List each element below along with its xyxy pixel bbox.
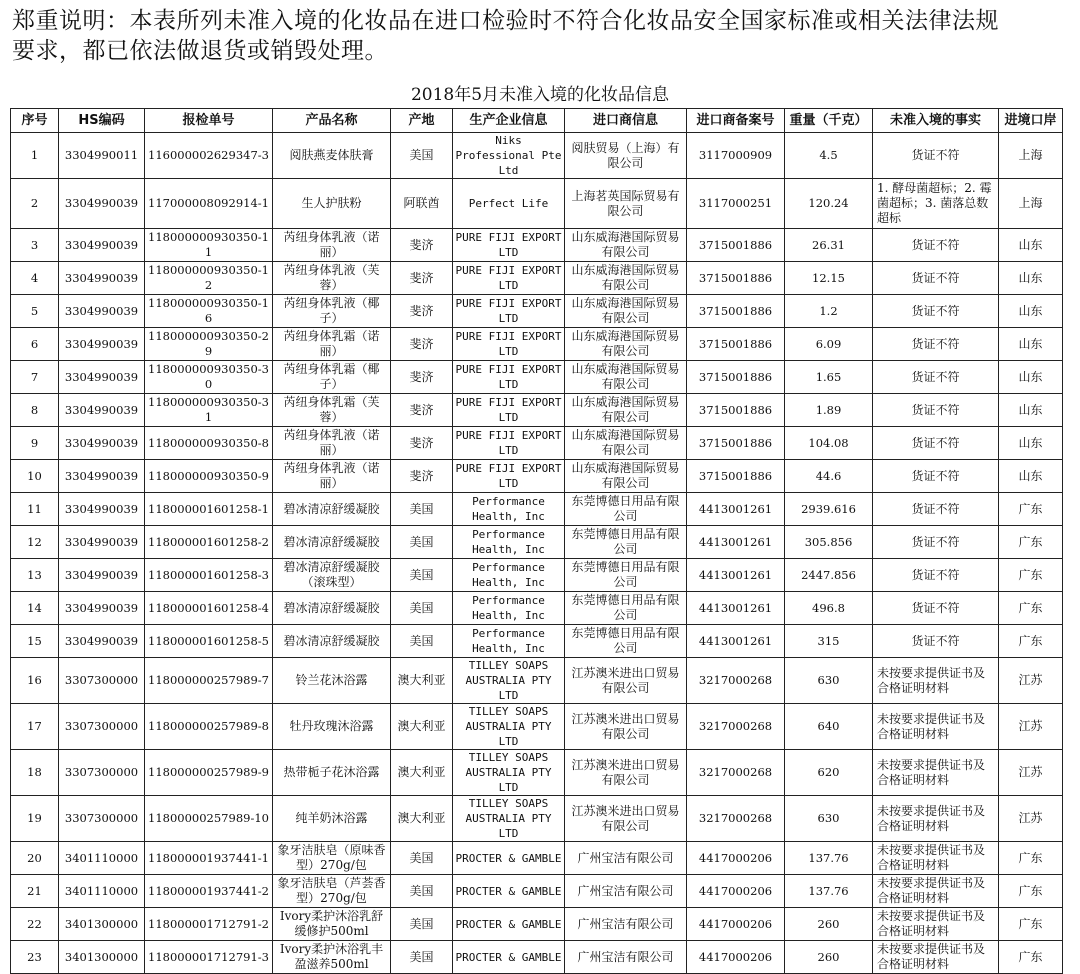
column-header-hs-code: HS编码: [59, 109, 145, 133]
cell-violation-fact: 1. 酵母菌超标；2. 霉菌超标；3. 菌落总数超标: [873, 179, 999, 229]
cell-origin: 斐济: [391, 295, 453, 328]
cell-origin: 美国: [391, 559, 453, 592]
table-title: 2018年5月未准入境的化妆品信息: [410, 85, 670, 105]
cell-hs-code: 3304990039: [59, 179, 145, 229]
cell-product-name: 芮纽身体乳液（芙蓉）: [273, 262, 391, 295]
cell-product-name: 象牙洁肤皂（芦荟香型）270g/包: [273, 875, 391, 908]
cell-seq: 13: [11, 559, 59, 592]
cell-port: 广东: [999, 941, 1063, 974]
cell-importer-record-no: 3217000268: [687, 658, 785, 704]
cell-port: 山东: [999, 229, 1063, 262]
cell-origin: 澳大利亚: [391, 658, 453, 704]
cell-weight: 120.24: [785, 179, 873, 229]
cell-origin: 斐济: [391, 328, 453, 361]
cell-seq: 21: [11, 875, 59, 908]
cell-origin: 美国: [391, 526, 453, 559]
cell-seq: 20: [11, 842, 59, 875]
cell-manufacturer: Niks Professional Pte Ltd: [453, 133, 565, 179]
cell-weight: 305.856: [785, 526, 873, 559]
cell-weight: 44.6: [785, 460, 873, 493]
cell-weight: 137.76: [785, 842, 873, 875]
cell-origin: 斐济: [391, 460, 453, 493]
cell-weight: 630: [785, 796, 873, 842]
cell-port: 广东: [999, 493, 1063, 526]
cell-hs-code: 3304990039: [59, 526, 145, 559]
cell-seq: 7: [11, 361, 59, 394]
cell-importer-record-no: 4417000206: [687, 875, 785, 908]
cell-weight: 6.09: [785, 328, 873, 361]
cell-importer-record-no: 3715001886: [687, 295, 785, 328]
cell-seq: 11: [11, 493, 59, 526]
cell-manufacturer: PROCTER & GAMBLE: [453, 875, 565, 908]
cell-importer: 山东威海港国际贸易有限公司: [565, 295, 687, 328]
cell-product-name: 芮纽身体乳液（诺丽）: [273, 229, 391, 262]
cell-seq: 5: [11, 295, 59, 328]
cell-weight: 2939.616: [785, 493, 873, 526]
cell-importer: 山东威海港国际贸易有限公司: [565, 328, 687, 361]
cell-hs-code: 3304990039: [59, 229, 145, 262]
cell-hs-code: 3304990039: [59, 493, 145, 526]
cell-inspection-no: 118000001712791-2: [145, 908, 273, 941]
cell-origin: 斐济: [391, 229, 453, 262]
column-header-violation-fact: 未准入境的事实: [873, 109, 999, 133]
cell-inspection-no: 118000000930350-8: [145, 427, 273, 460]
column-header-origin: 产地: [391, 109, 453, 133]
cell-importer-record-no: 4417000206: [687, 842, 785, 875]
cell-origin: 美国: [391, 908, 453, 941]
cell-inspection-no: 117000008092914-1: [145, 179, 273, 229]
cell-seq: 12: [11, 526, 59, 559]
cell-manufacturer: PROCTER & GAMBLE: [453, 908, 565, 941]
cell-weight: 12.15: [785, 262, 873, 295]
cell-violation-fact: 货证不符: [873, 559, 999, 592]
cell-violation-fact: 未按要求提供证书及合格证明材料: [873, 658, 999, 704]
cell-importer: 上海茗英国际贸易有限公司: [565, 179, 687, 229]
table-row: [11, 427, 1063, 460]
cell-violation-fact: 货证不符: [873, 625, 999, 658]
cell-importer-record-no: 3117000251: [687, 179, 785, 229]
cell-inspection-no: 118000000257989-9: [145, 750, 273, 796]
table-row: [11, 493, 1063, 526]
cell-hs-code: 3304990039: [59, 361, 145, 394]
cell-origin: 美国: [391, 842, 453, 875]
table-row: [11, 842, 1063, 875]
cell-violation-fact: 货证不符: [873, 460, 999, 493]
cell-importer: 江苏澳米进出口贸易有限公司: [565, 658, 687, 704]
cell-importer-record-no: 4413001261: [687, 559, 785, 592]
cell-origin: 美国: [391, 493, 453, 526]
cell-inspection-no: 118000001937441-1: [145, 842, 273, 875]
table-row: [11, 796, 1063, 842]
table-row: [11, 394, 1063, 427]
cell-origin: 美国: [391, 592, 453, 625]
table-row: [11, 229, 1063, 262]
cell-violation-fact: 未按要求提供证书及合格证明材料: [873, 842, 999, 875]
cell-origin: 美国: [391, 875, 453, 908]
cell-product-name: 牡丹玫瑰沐浴露: [273, 704, 391, 750]
table-row: [11, 941, 1063, 974]
cell-product-name: 阅肤燕麦体肤膏: [273, 133, 391, 179]
cell-importer: 江苏澳米进出口贸易有限公司: [565, 704, 687, 750]
cell-inspection-no: 116000002629347-3: [145, 133, 273, 179]
cell-seq: 17: [11, 704, 59, 750]
cell-product-name: 芮纽身体乳霜（椰子）: [273, 361, 391, 394]
cell-port: 广东: [999, 592, 1063, 625]
cell-violation-fact: 货证不符: [873, 394, 999, 427]
cell-inspection-no: 118000001937441-2: [145, 875, 273, 908]
cell-seq: 9: [11, 427, 59, 460]
cell-inspection-no: 118000001601258-5: [145, 625, 273, 658]
cell-importer-record-no: 4413001261: [687, 493, 785, 526]
cell-port: 广东: [999, 842, 1063, 875]
notice-text: [12, 6, 1072, 66]
cell-importer: 江苏澳米进出口贸易有限公司: [565, 750, 687, 796]
table-row: [11, 592, 1063, 625]
cell-manufacturer: PURE FIJI EXPORT LTD: [453, 328, 565, 361]
cell-origin: 斐济: [391, 394, 453, 427]
cell-weight: 2447.856: [785, 559, 873, 592]
cell-port: 山东: [999, 460, 1063, 493]
cell-importer-record-no: 3715001886: [687, 394, 785, 427]
table-row: [11, 625, 1063, 658]
cell-importer: 广州宝洁有限公司: [565, 941, 687, 974]
cell-origin: 澳大利亚: [391, 796, 453, 842]
cell-importer: 山东威海港国际贸易有限公司: [565, 361, 687, 394]
cell-origin: 斐济: [391, 361, 453, 394]
cell-manufacturer: Performance Health, Inc: [453, 625, 565, 658]
cell-importer: 广州宝洁有限公司: [565, 908, 687, 941]
cell-violation-fact: 未按要求提供证书及合格证明材料: [873, 704, 999, 750]
cell-inspection-no: 118000001601258-4: [145, 592, 273, 625]
cell-violation-fact: 货证不符: [873, 361, 999, 394]
cell-hs-code: 3401300000: [59, 908, 145, 941]
cell-importer-record-no: 3217000268: [687, 704, 785, 750]
cell-importer: 山东威海港国际贸易有限公司: [565, 460, 687, 493]
cell-violation-fact: 货证不符: [873, 592, 999, 625]
cell-product-name: 碧冰清凉舒缓凝胶: [273, 493, 391, 526]
cell-origin: 澳大利亚: [391, 704, 453, 750]
table-row: [11, 658, 1063, 704]
cell-weight: 496.8: [785, 592, 873, 625]
cell-port: 上海: [999, 179, 1063, 229]
cell-violation-fact: 货证不符: [873, 295, 999, 328]
cell-manufacturer: PURE FIJI EXPORT LTD: [453, 361, 565, 394]
table-row: [11, 295, 1063, 328]
cell-seq: 22: [11, 908, 59, 941]
cell-manufacturer: PURE FIJI EXPORT LTD: [453, 262, 565, 295]
cell-weight: 630: [785, 658, 873, 704]
cell-product-name: 生人护肤粉: [273, 179, 391, 229]
cell-manufacturer: PURE FIJI EXPORT LTD: [453, 427, 565, 460]
cell-importer: 阅肤贸易（上海）有限公司: [565, 133, 687, 179]
cell-manufacturer: PURE FIJI EXPORT LTD: [453, 460, 565, 493]
cell-weight: 104.08: [785, 427, 873, 460]
cell-port: 广东: [999, 875, 1063, 908]
cell-hs-code: 3307300000: [59, 750, 145, 796]
cell-hs-code: 3304990039: [59, 427, 145, 460]
cell-manufacturer: PURE FIJI EXPORT LTD: [453, 295, 565, 328]
cell-port: 山东: [999, 394, 1063, 427]
cell-hs-code: 3401300000: [59, 941, 145, 974]
cell-hs-code: 3307300000: [59, 704, 145, 750]
cell-hs-code: 3304990039: [59, 559, 145, 592]
column-header-port: 进境口岸: [999, 109, 1063, 133]
cell-weight: 1.2: [785, 295, 873, 328]
cell-importer-record-no: 4413001261: [687, 526, 785, 559]
cell-origin: 阿联酋: [391, 179, 453, 229]
cell-importer: 山东威海港国际贸易有限公司: [565, 394, 687, 427]
cell-importer-record-no: 4417000206: [687, 908, 785, 941]
cell-violation-fact: 货证不符: [873, 229, 999, 262]
cell-inspection-no: 118000000930350-29: [145, 328, 273, 361]
cell-seq: 15: [11, 625, 59, 658]
cell-importer: 东莞博德日用品有限公司: [565, 592, 687, 625]
cell-port: 江苏: [999, 796, 1063, 842]
cell-hs-code: 3401110000: [59, 875, 145, 908]
cell-product-name: Ivory柔护沐浴乳舒缓修护500ml: [273, 908, 391, 941]
cell-origin: 美国: [391, 625, 453, 658]
notice-line-1: 郑重说明：本表所列未准入境的化妆品在进口检验时不符合化妆品安全国家标准或相关法律法规: [12, 8, 999, 34]
cell-weight: 260: [785, 941, 873, 974]
cell-importer: 广州宝洁有限公司: [565, 842, 687, 875]
cell-importer-record-no: 3715001886: [687, 427, 785, 460]
table-row: [11, 526, 1063, 559]
cell-weight: 260: [785, 908, 873, 941]
cell-product-name: 铃兰花沐浴露: [273, 658, 391, 704]
cell-port: 江苏: [999, 750, 1063, 796]
cell-manufacturer: PURE FIJI EXPORT LTD: [453, 394, 565, 427]
cell-manufacturer: Performance Health, Inc: [453, 559, 565, 592]
cell-product-name: 纯羊奶沐浴露: [273, 796, 391, 842]
cell-violation-fact: 货证不符: [873, 526, 999, 559]
column-header-importer: 进口商信息: [565, 109, 687, 133]
cell-inspection-no: 118000000930350-11: [145, 229, 273, 262]
cell-importer: 山东威海港国际贸易有限公司: [565, 427, 687, 460]
cell-inspection-no: 118000000930350-16: [145, 295, 273, 328]
cosmetics-table: [10, 108, 1063, 974]
cell-manufacturer: PROCTER & GAMBLE: [453, 941, 565, 974]
table-row: [11, 328, 1063, 361]
table-row: [11, 875, 1063, 908]
cell-port: 山东: [999, 262, 1063, 295]
table-row: [11, 908, 1063, 941]
table-row: [11, 361, 1063, 394]
cell-importer-record-no: 3715001886: [687, 262, 785, 295]
table-row: [11, 750, 1063, 796]
cell-importer-record-no: 3715001886: [687, 328, 785, 361]
cell-seq: 8: [11, 394, 59, 427]
cell-seq: 2: [11, 179, 59, 229]
cell-product-name: 象牙洁肤皂（原味香型）270g/包: [273, 842, 391, 875]
cell-hs-code: 3304990039: [59, 625, 145, 658]
cell-weight: 137.76: [785, 875, 873, 908]
cell-manufacturer: TILLEY SOAPS AUSTRALIA PTY LTD: [453, 658, 565, 704]
cell-hs-code: 3307300000: [59, 796, 145, 842]
cell-importer: 山东威海港国际贸易有限公司: [565, 229, 687, 262]
cell-port: 广东: [999, 526, 1063, 559]
cell-product-name: 芮纽身体乳液（诺丽）: [273, 460, 391, 493]
cell-inspection-no: 118000001601258-1: [145, 493, 273, 526]
cell-port: 山东: [999, 361, 1063, 394]
cell-violation-fact: 未按要求提供证书及合格证明材料: [873, 908, 999, 941]
cell-violation-fact: 货证不符: [873, 262, 999, 295]
cell-inspection-no: 11800000257989-10: [145, 796, 273, 842]
cell-inspection-no: 118000000930350-30: [145, 361, 273, 394]
cell-violation-fact: 未按要求提供证书及合格证明材料: [873, 750, 999, 796]
cell-seq: 6: [11, 328, 59, 361]
cell-violation-fact: 未按要求提供证书及合格证明材料: [873, 875, 999, 908]
cell-port: 山东: [999, 328, 1063, 361]
cell-importer-record-no: 3715001886: [687, 229, 785, 262]
cell-inspection-no: 118000000257989-8: [145, 704, 273, 750]
table-header-row: [11, 109, 1063, 133]
cell-product-name: 芮纽身体乳霜（诺丽）: [273, 328, 391, 361]
cell-inspection-no: 118000000257989-7: [145, 658, 273, 704]
cell-hs-code: 3304990039: [59, 295, 145, 328]
cell-origin: 美国: [391, 941, 453, 974]
cell-product-name: 碧冰清凉舒缓凝胶: [273, 592, 391, 625]
cell-violation-fact: 货证不符: [873, 493, 999, 526]
cell-importer-record-no: 3715001886: [687, 460, 785, 493]
cell-origin: 斐济: [391, 427, 453, 460]
cell-weight: 1.89: [785, 394, 873, 427]
cell-port: 江苏: [999, 704, 1063, 750]
cell-weight: 640: [785, 704, 873, 750]
cell-inspection-no: 118000001712791-3: [145, 941, 273, 974]
cell-inspection-no: 118000000930350-9: [145, 460, 273, 493]
cell-importer: 江苏澳米进出口贸易有限公司: [565, 796, 687, 842]
cell-port: 上海: [999, 133, 1063, 179]
cell-seq: 18: [11, 750, 59, 796]
cell-hs-code: 3401110000: [59, 842, 145, 875]
cell-importer-record-no: 4413001261: [687, 625, 785, 658]
cell-hs-code: 3304990039: [59, 394, 145, 427]
cell-product-name: 芮纽身体乳液（诺丽）: [273, 427, 391, 460]
cell-port: 广东: [999, 559, 1063, 592]
cell-inspection-no: 118000000930350-31: [145, 394, 273, 427]
cell-inspection-no: 118000001601258-3: [145, 559, 273, 592]
cell-port: 江苏: [999, 658, 1063, 704]
cell-importer: 东莞博德日用品有限公司: [565, 493, 687, 526]
cell-importer: 广州宝洁有限公司: [565, 875, 687, 908]
cell-violation-fact: 未按要求提供证书及合格证明材料: [873, 796, 999, 842]
cell-port: 山东: [999, 295, 1063, 328]
cell-importer-record-no: 3117000909: [687, 133, 785, 179]
cell-hs-code: 3304990011: [59, 133, 145, 179]
cell-manufacturer: TILLEY SOAPS AUSTRALIA PTY LTD: [453, 704, 565, 750]
cell-hs-code: 3304990039: [59, 592, 145, 625]
cell-hs-code: 3307300000: [59, 658, 145, 704]
cell-hs-code: 3304990039: [59, 328, 145, 361]
cell-violation-fact: 货证不符: [873, 328, 999, 361]
cell-manufacturer: Perfect Life: [453, 179, 565, 229]
cell-product-name: 热带栀子花沐浴露: [273, 750, 391, 796]
cell-product-name: Ivory柔护沐浴乳丰盈滋养500ml: [273, 941, 391, 974]
cell-manufacturer: PURE FIJI EXPORT LTD: [453, 229, 565, 262]
cell-importer-record-no: 4417000206: [687, 941, 785, 974]
cell-weight: 315: [785, 625, 873, 658]
cell-seq: 16: [11, 658, 59, 704]
table-row: [11, 179, 1063, 229]
cell-hs-code: 3304990039: [59, 460, 145, 493]
cell-seq: 19: [11, 796, 59, 842]
table-row: [11, 559, 1063, 592]
cell-weight: 4.5: [785, 133, 873, 179]
cell-seq: 3: [11, 229, 59, 262]
cell-weight: 620: [785, 750, 873, 796]
column-header-importer-record-no: 进口商备案号: [687, 109, 785, 133]
table-row: [11, 133, 1063, 179]
cell-importer: 山东威海港国际贸易有限公司: [565, 262, 687, 295]
cell-seq: 1: [11, 133, 59, 179]
cell-product-name: 碧冰清凉舒缓凝胶: [273, 625, 391, 658]
cell-inspection-no: 118000001601258-2: [145, 526, 273, 559]
cell-weight: 1.65: [785, 361, 873, 394]
cell-importer-record-no: 3715001886: [687, 361, 785, 394]
cell-product-name: 芮纽身体乳霜（芙蓉）: [273, 394, 391, 427]
column-header-weight: 重量（千克）: [785, 109, 873, 133]
cell-hs-code: 3304990039: [59, 262, 145, 295]
cell-manufacturer: Performance Health, Inc: [453, 493, 565, 526]
cell-violation-fact: 货证不符: [873, 133, 999, 179]
table-row: [11, 262, 1063, 295]
column-header-manufacturer: 生产企业信息: [453, 109, 565, 133]
cell-port: 山东: [999, 427, 1063, 460]
cell-product-name: 芮纽身体乳液（椰子）: [273, 295, 391, 328]
cell-product-name: 碧冰清凉舒缓凝胶（滚珠型）: [273, 559, 391, 592]
cell-product-name: 碧冰清凉舒缓凝胶: [273, 526, 391, 559]
cell-origin: 美国: [391, 133, 453, 179]
cell-manufacturer: Performance Health, Inc: [453, 526, 565, 559]
cell-origin: 斐济: [391, 262, 453, 295]
cell-violation-fact: 未按要求提供证书及合格证明材料: [873, 941, 999, 974]
notice-line-2: 要求，都已依法做退货或销毁处理。: [12, 38, 388, 64]
column-header-product-name: 产品名称: [273, 109, 391, 133]
cell-port: 广东: [999, 625, 1063, 658]
cell-seq: 4: [11, 262, 59, 295]
cell-seq: 23: [11, 941, 59, 974]
cell-importer: 东莞博德日用品有限公司: [565, 526, 687, 559]
cell-origin: 澳大利亚: [391, 750, 453, 796]
cell-violation-fact: 货证不符: [873, 427, 999, 460]
cell-importer-record-no: 3217000268: [687, 750, 785, 796]
cell-seq: 14: [11, 592, 59, 625]
cell-manufacturer: TILLEY SOAPS AUSTRALIA PTY LTD: [453, 796, 565, 842]
cell-importer: 东莞博德日用品有限公司: [565, 625, 687, 658]
table-row: [11, 460, 1063, 493]
cell-weight: 26.31: [785, 229, 873, 262]
cell-inspection-no: 118000000930350-12: [145, 262, 273, 295]
cell-importer-record-no: 3217000268: [687, 796, 785, 842]
cell-importer-record-no: 4413001261: [687, 592, 785, 625]
cell-importer: 东莞博德日用品有限公司: [565, 559, 687, 592]
column-header-inspection-no: 报检单号: [145, 109, 273, 133]
column-header-seq: 序号: [11, 109, 59, 133]
table-row: [11, 704, 1063, 750]
cell-seq: 10: [11, 460, 59, 493]
cell-port: 广东: [999, 908, 1063, 941]
cell-manufacturer: TILLEY SOAPS AUSTRALIA PTY LTD: [453, 750, 565, 796]
cell-manufacturer: Performance Health, Inc: [453, 592, 565, 625]
cell-manufacturer: PROCTER & GAMBLE: [453, 842, 565, 875]
